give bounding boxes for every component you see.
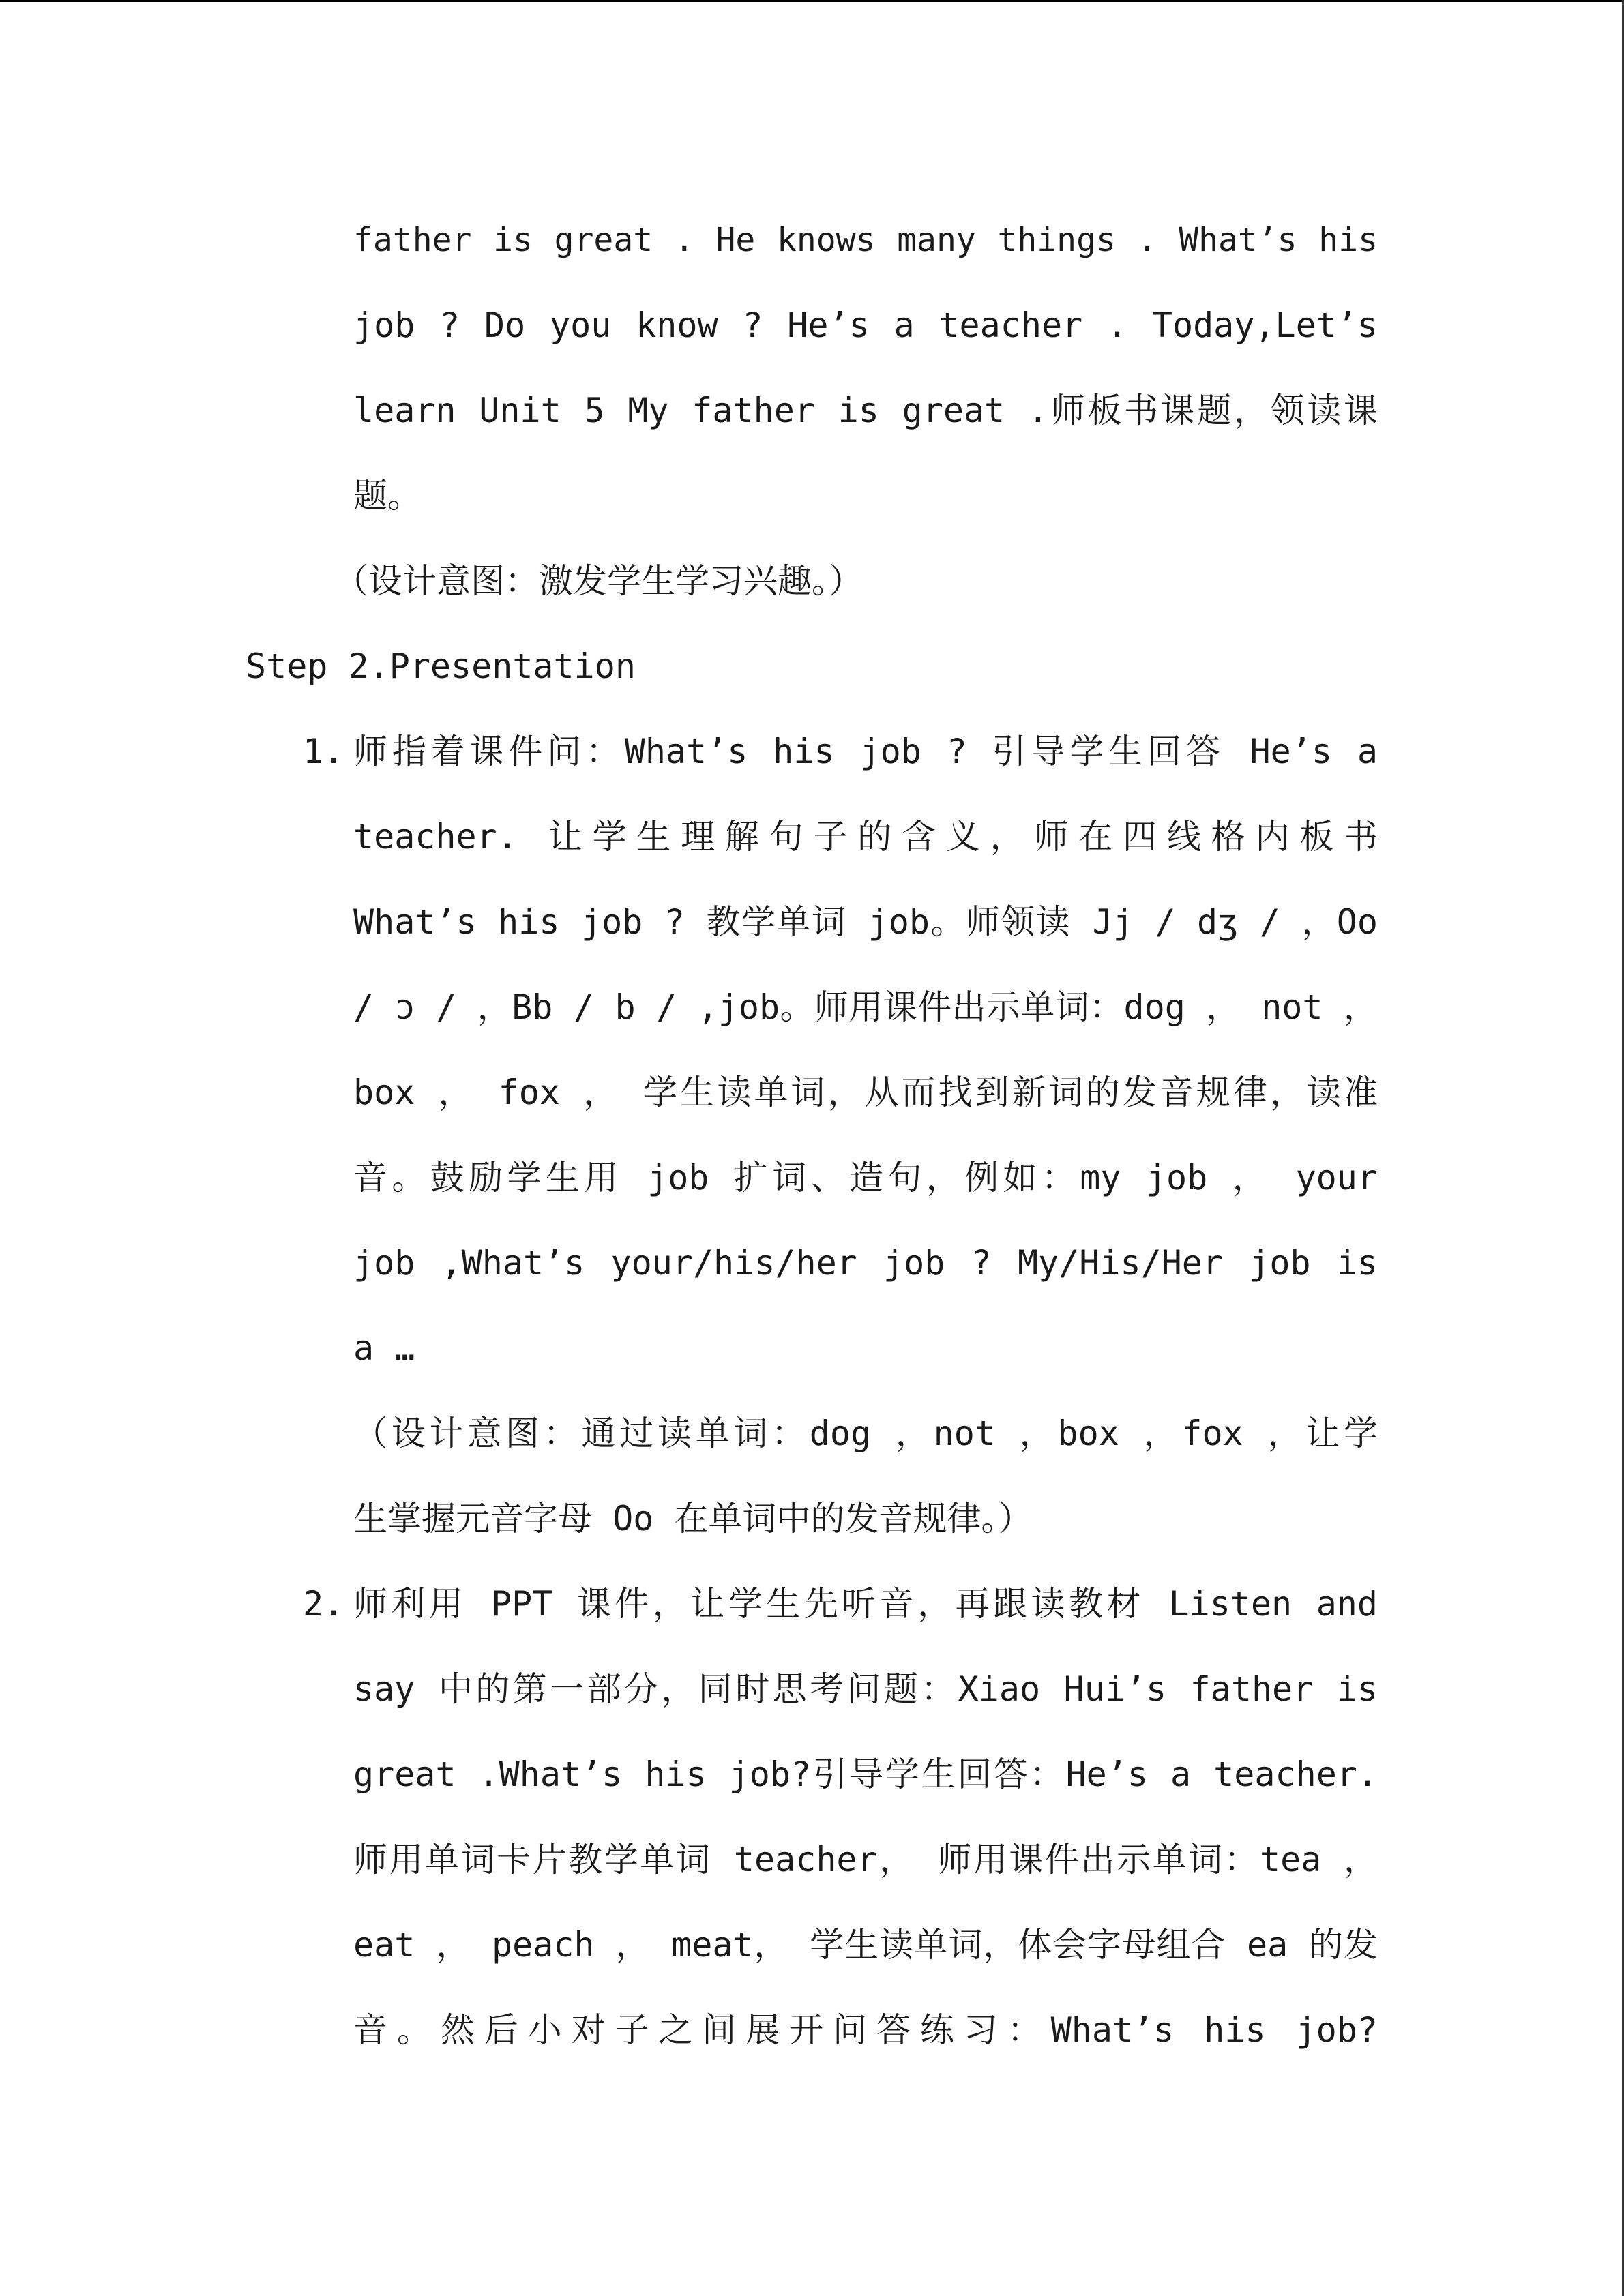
intro-design-note: （设计意图：激发学生学习兴趣。） (334, 561, 863, 601)
intro-line-1: father is great . He knows many things . What’s his (353, 221, 1378, 259)
item-2-line-5: eat ， peach ， meat， 学生读单词，体会字母组合 ea 的发 (353, 1925, 1378, 1965)
item-1-note-line-2: 生掌握元音字母 Oo 在单词中的发音规律。） (353, 1499, 1033, 1538)
intro-line-4: 题。 (353, 476, 422, 516)
item-2-line-4: 师用单词卡片教学单词 teacher， 师用课件出示单词：tea ， (353, 1840, 1378, 1879)
intro-line-3: learn Unit 5 My father is great .师板书课题，领读课 (353, 391, 1378, 430)
item-2-number: 2. (303, 1584, 344, 1624)
item-1-line-4: / ɔ / ，Bb / b / ,job。师用课件出示单词：dog ， not ， (353, 987, 1378, 1027)
item-1-line-8: a … (353, 1328, 415, 1368)
item-1-line-6: 音。鼓励学生用 job 扩词、造句，例如：my job ， your (353, 1158, 1378, 1197)
item-1-number: 1. (303, 732, 344, 771)
item-2-line-1: 师利用 PPT 课件，让学生先听音，再跟读教材 Listen and (353, 1584, 1378, 1624)
item-1-line-3: What’s his job ? 教学单词 job。师领读 Jj / dʒ / ，Oo (353, 902, 1378, 942)
item-1-note-line-1: （设计意图：通过读单词：dog ，not ，box ，fox ，让学 (353, 1414, 1378, 1453)
step-heading: Step 2.Presentation (246, 646, 636, 686)
item-1-line-5: box ， fox ， 学生读单词，从而找到新词的发音规律，读准 (353, 1073, 1378, 1112)
intro-line-2: job ? Do you know ? He’s a teacher . Today,Let’s (353, 305, 1378, 345)
item-2-line-3: great .What’s his job?引导学生回答：He’s a teacher. (353, 1755, 1378, 1794)
item-1-line-1: 师指着课件问：What’s his job ? 引导学生回答 He’s a (353, 732, 1378, 771)
item-2-line-6: 音。然后小对子之间展开问答练习：What’s his job? (353, 2010, 1378, 2050)
item-1-line-2: teacher. 让学生理解句子的含义，师在四线格内板书 (353, 817, 1378, 856)
item-1-line-7: job ,What’s your/his/her job ? My/His/Her job is (353, 1243, 1378, 1283)
item-2-line-2: say 中的第一部分，同时思考问题：Xiao Hui’s father is (353, 1669, 1378, 1709)
